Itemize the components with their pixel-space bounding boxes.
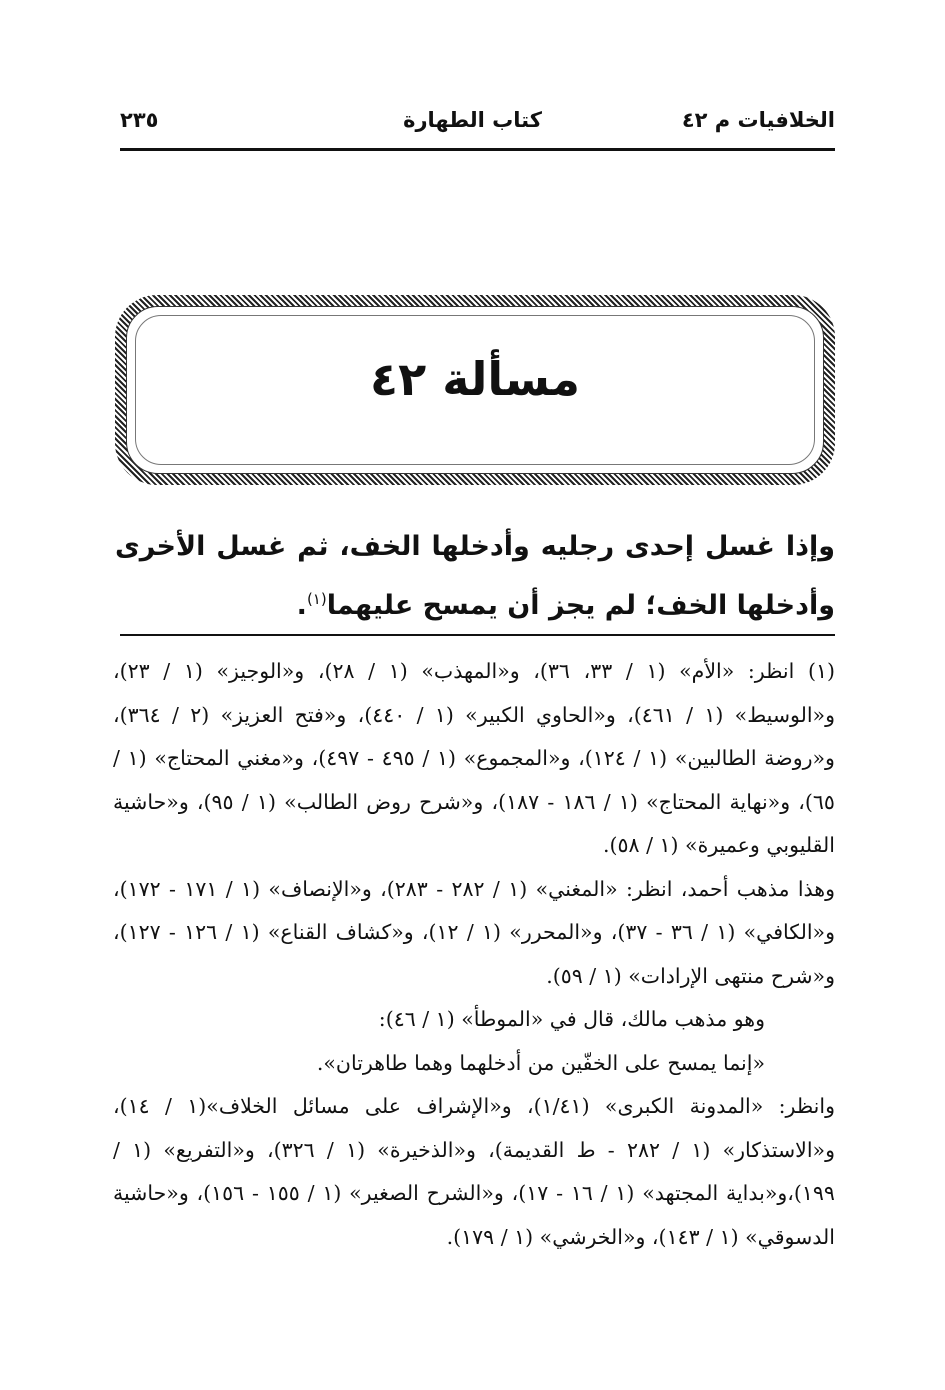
footnote-reference: (١): [306, 590, 327, 608]
title-frame-inner: [126, 306, 824, 474]
issue-statement: [115, 520, 835, 632]
footnote-maliki-intro: وهو مذهب مالك، قال في «الموطأ» (١ / ٤٦):: [378, 1007, 765, 1031]
footnotes: [113, 650, 835, 1259]
footnote-hanbali-sources: وهذا مذهب أحمد، انظر: «المغني» (١ / ٢٨٢ - ٢٨٣)، و«الإنصاف» (١ / ١٧١ - ١٧٢)، و«الكافي» (١ / ٣٦ - ٣٧)، و«المحرر» (١ / ١٢)، و«كشاف القناع» (١ / ١٢٦ - ١٢٧)، و«شرح منتهى الإرادات» (١ / ٥٩).: [113, 876, 835, 988]
title-frame: [115, 295, 835, 485]
issue-title: مسألة ٤٢: [370, 352, 580, 406]
footnote-separator: [120, 634, 835, 636]
issue-statement-end: .: [296, 590, 307, 621]
running-header-chapter: الخلافيات م ٤٢: [681, 108, 835, 132]
footnote-maliki-sources: وانظر: «المدونة الكبرى» (١/٤١)، و«الإشراف على مسائل الخلاف»(١ / ١٤)، و«الاستذكار» (١ / ٢٨٢ - ط القديمة)، و«الذخيرة» (١ / ٣٢٦)، و«التفريع» (١ /١٩٩)،و«بداية المجتهد» (١ / ١٦ - ١٧)، و«الشرح الصغير» (١ / ١٥٥ - ١٥٦)، و«حاشية الدسوقي» (١ / ١٤٣)، و«الخرشي» (١ / ١٧٩).: [113, 1094, 835, 1249]
footnote-muwatta-quote: «إنما يمسح على الخفّين من أدخلهما وهما طاهرتان».: [316, 1050, 765, 1075]
issue-statement-text: وإذا غسل إحدى رجليه وأدخلها الخف، ثم غسل الأخرى وأدخلها الخف؛ لم يجز أن يمسح عليهما: [115, 531, 835, 621]
running-header-title: كتاب الطهارة: [403, 108, 542, 132]
header-rule: [120, 148, 835, 151]
page-number: ٢٣٥: [120, 108, 159, 132]
footnote-shafii-sources: (١) انظر: «الأم» (١ / ٣٣، ٣٦)، و«المهذب» (١ / ٢٨)، و«الوجيز» (١ / ٢٣)، و«الوسيط» (١ / ٤٦١)، و«الحاوي الكبير» (١ / ٤٤٠)، و«فتح العزيز» (٢ / ٣٦٤)، و«روضة الطالبين» (١ / ١٢٤)، و«المجموع» (١ / ٤٩٥ - ٤٩٧)، و«مغني المحتاج» (١ / ٦٥)، و«نهاية المحتاج» (١ / ١٨٦ - ١٨٧)، و«شرح روض الطالب» (١ / ٩٥)، و«حاشية القليوبي وعميرة» (١ / ٥٨).: [113, 659, 835, 857]
